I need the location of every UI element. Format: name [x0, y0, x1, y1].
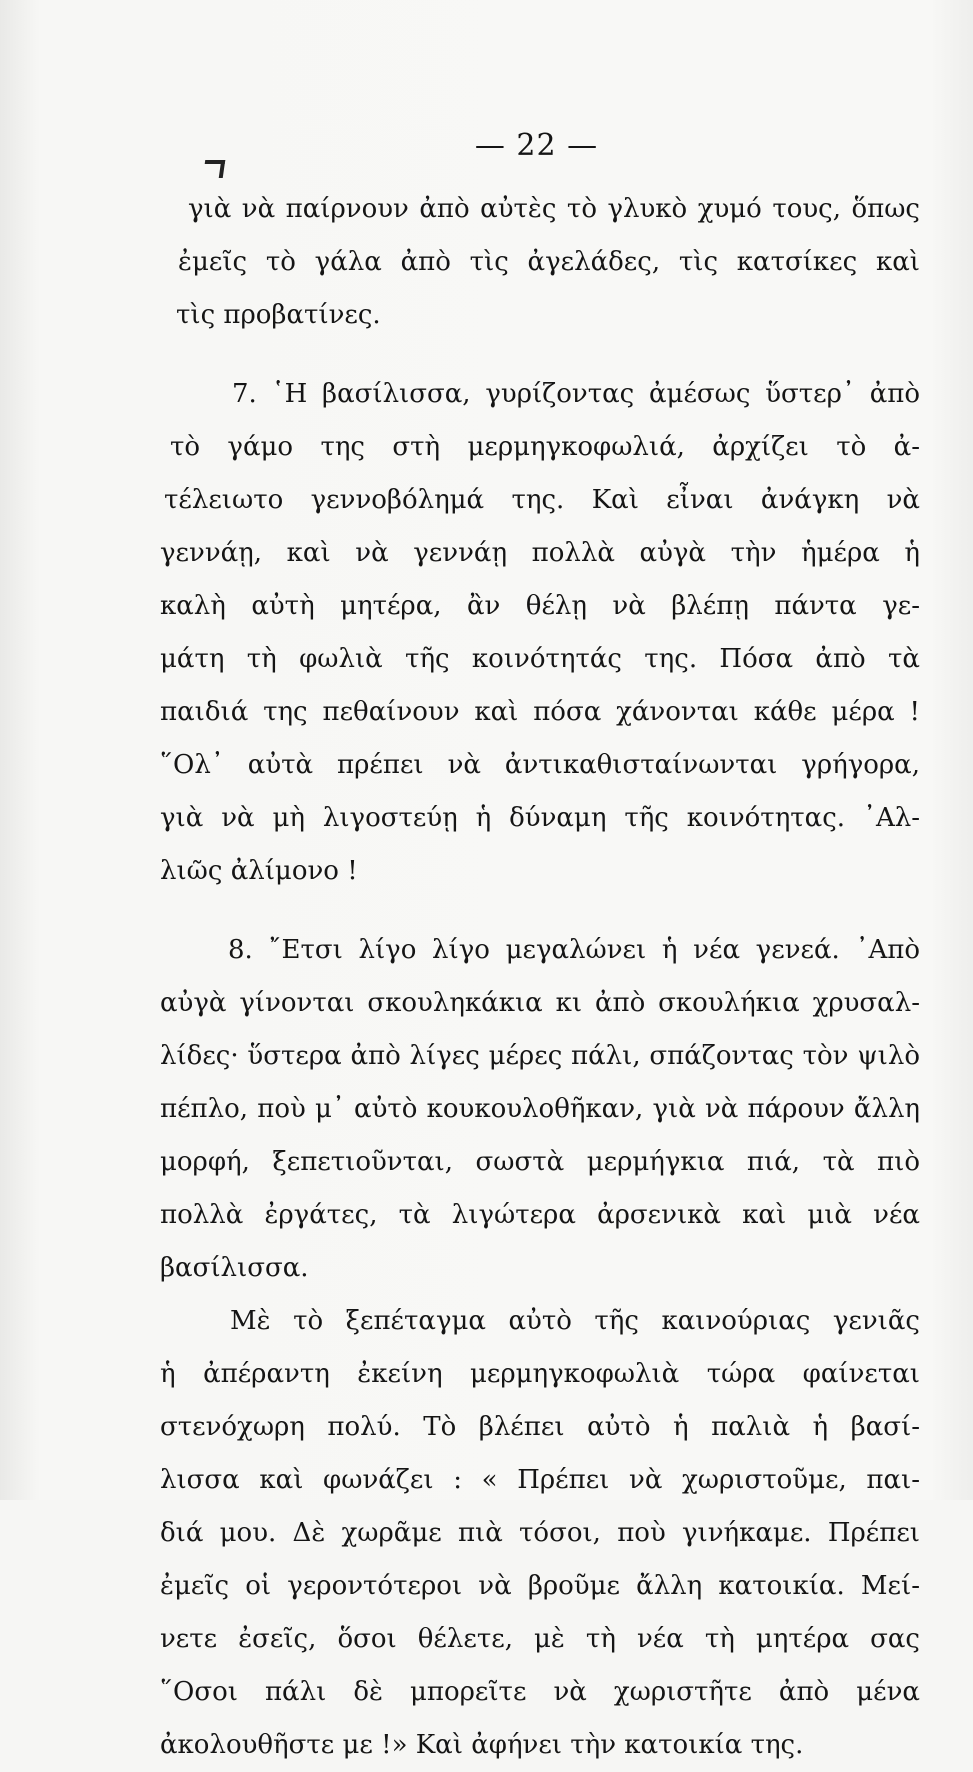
text-line: Μὲ τὸ ξεπέταγμα αὐτὸ τῆς καινούριας γενιᾶς [230, 1306, 920, 1336]
paragraph-gap [160, 898, 920, 924]
text-line: τὶς προβατίνες. [176, 300, 381, 330]
text-line: ῞Ολ᾽ αὐτὰ πρέπει νὰ ἀντικαθισταίνωνται γρήγορα, [160, 750, 920, 780]
text-line: 8. ῎Ετσι λίγο λίγο μεγαλώνει ἡ νέα γενεά. ᾽Απὸ [228, 935, 920, 965]
text-line: διά μου. Δὲ χωρᾶμε πιὰ τόσοι, ποὺ γινήκαμε. Πρέπει [160, 1518, 920, 1548]
text-line: βασίλισσα. [160, 1253, 309, 1283]
text-line: γιὰ νὰ μὴ λιγοστεύῃ ἡ δύναμη τῆς κοινότητας. ᾽Αλ- [160, 803, 920, 833]
text-line: λίδες· ὕστερα ἀπὸ λίγες μέρες πάλι, σπάζοντας τὸν ψιλὸ [160, 1041, 920, 1071]
text-line: ἀκολουθῆστε με !» Καὶ ἀφήνει τὴν κατοικία της. [160, 1730, 804, 1760]
text-line: 7. ῾Η βασίλισσα, γυρίζοντας ἀμέσως ὕστερ᾽ ἀπὸ [232, 379, 920, 409]
text-line: αὐγὰ γίνονται σκουληκάκια κι ἀπὸ σκουλήκια χρυσαλ- [160, 988, 920, 1018]
text-line: γιὰ νὰ παίρνουν ἀπὸ αὐτὲς τὸ γλυκὸ χυμό τους, ὅπως [188, 194, 920, 224]
text-line: μάτη τὴ φωλιὰ τῆς κοινότητάς της. Πόσα ἀπὸ τὰ [160, 644, 920, 674]
text-line: τὸ γάμο της στὴ μερμηγκοφωλιά, ἀρχίζει τὸ ἀ- [170, 432, 920, 462]
text-line: στενόχωρη πολύ. Τὸ βλέπει αὐτὸ ἡ παλιὰ ἡ βασί- [160, 1412, 920, 1442]
text-line: γεννάῃ, καὶ νὰ γεννάῃ πολλὰ αὐγὰ τὴν ἡμέρα ἡ [160, 538, 920, 568]
text-line: ἐμεῖς τὸ γάλα ἀπὸ τὶς ἀγελάδες, τὶς κατσίκες καὶ [178, 247, 920, 277]
text-line: καλὴ αὐτὴ μητέρα, ἂν θέλῃ νὰ βλέπῃ πάντα γε- [160, 591, 920, 621]
text-line: πολλὰ ἐργάτες, τὰ λιγώτερα ἀρσενικὰ καὶ μιὰ νέα [160, 1200, 920, 1230]
text-line: ῞Οσοι πάλι δὲ μπορεῖτε νὰ χωριστῆτε ἀπὸ μένα [160, 1677, 920, 1707]
paragraph-gap [160, 342, 920, 368]
text-line: νετε ἐσεῖς, ὅσοι θέλετε, μὲ τὴ νέα τὴ μητέρα σας [160, 1624, 920, 1654]
text-line: λισσα καὶ φωνάζει : « Πρέπει νὰ χωριστοῦμε, παι- [160, 1465, 920, 1495]
page-number: — 22 — [474, 128, 599, 163]
text-line: μορφή, ξεπετιοῦνται, σωστὰ μερμήγκια πιά, τὰ πιὸ [160, 1147, 920, 1177]
text-line: πέπλο, ποὺ μ᾽ αὐτὸ κουκουλοθῆκαν, γιὰ νὰ πάρουν ἄλλη [160, 1094, 920, 1124]
text-line: τέλειωτο γεννοβόλημά της. Καὶ εἶναι ἀνάγκη νὰ [164, 485, 920, 515]
body-text [160, 183, 920, 1772]
text-line: ἐμεῖς οἱ γεροντότεροι νὰ βροῦμε ἄλλη κατοικία. Μεί- [160, 1571, 920, 1601]
text-line: ἡ ἀπέραντη ἐκείνη μερμηγκοφωλιὰ τώρα φαίνεται [160, 1359, 920, 1389]
text-line: παιδιά της πεθαίνουν καὶ πόσα χάνονται κάθε μέρα ! [160, 697, 920, 727]
text-line: λιῶς ἀλίμονο ! [160, 856, 358, 886]
